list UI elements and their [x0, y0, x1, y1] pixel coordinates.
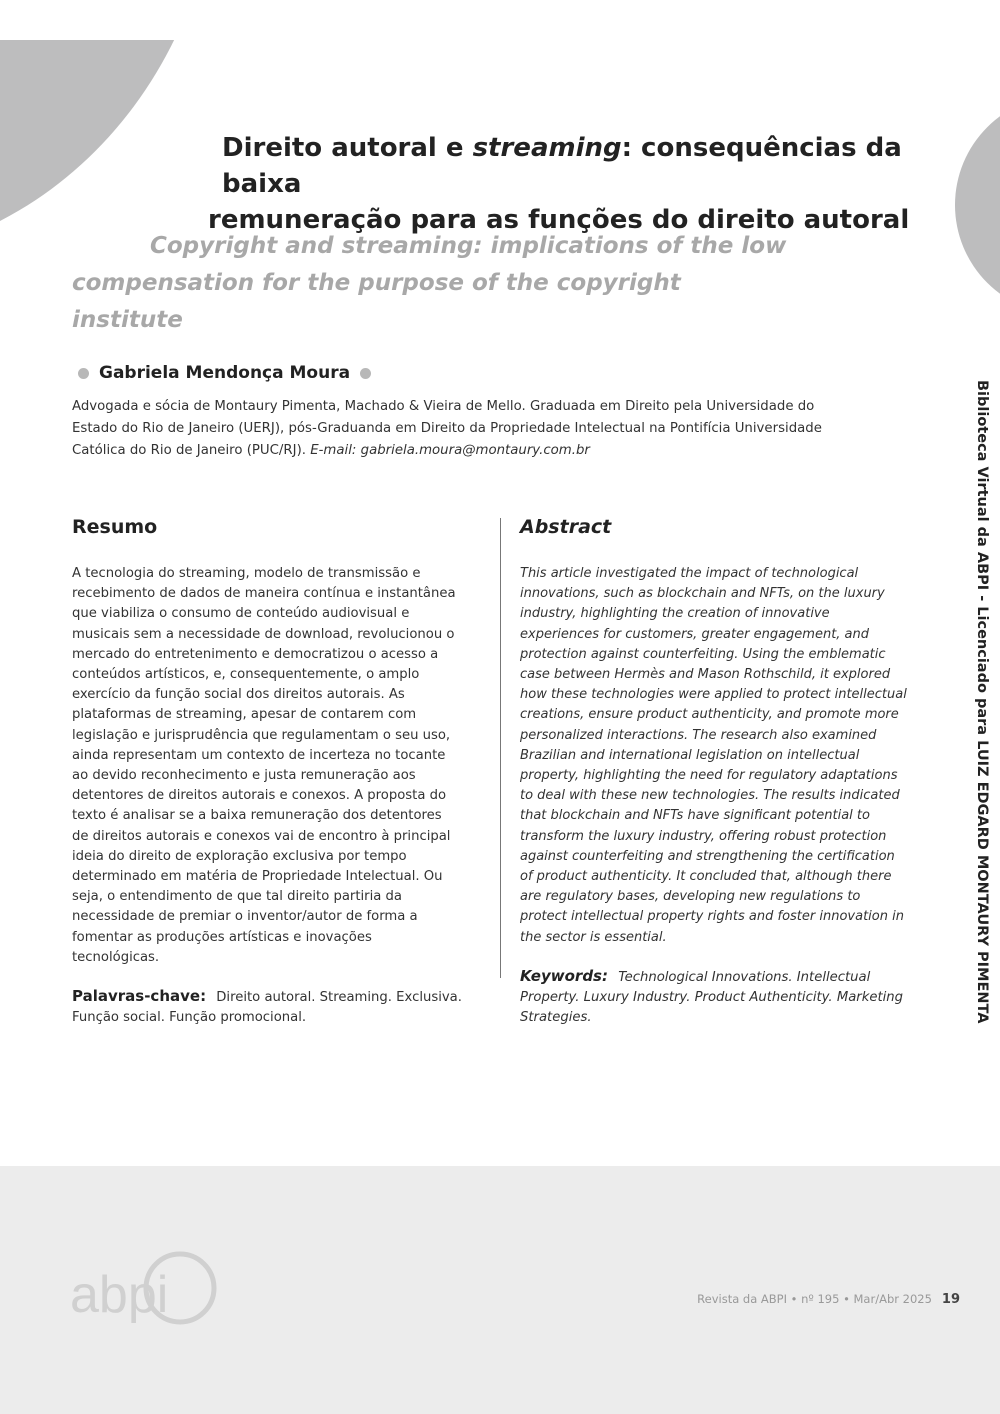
title-line1-after: : consequências da baixa [222, 133, 902, 199]
title-line1-before: Direito autoral e [222, 133, 473, 163]
resumo-keywords [72, 986, 462, 1028]
title-line1-italic: streaming [472, 133, 622, 163]
right-decoration-shape [955, 95, 1000, 315]
journal-info: Revista da ABPI • nº 195 • Mar/Abr 2025 [697, 1292, 932, 1306]
abstract-column [520, 514, 910, 1028]
author-email-label: E-mail: [310, 443, 357, 458]
resumo-keywords-text: Direito autoral. Streaming. Exclusiva. Função social. Função promocional. [72, 990, 462, 1026]
abstract-text: This article investigated the impact of technological innovations, such as blockchain and NFTs, on the luxury industry, highlighting the creation of innovative experiences for customers, greater engagement, and protection against counterfeiting. Using the emblematic case between Hermès and Mason Rothschild, it explored how these technologies were applied to protect intellectual creations, ensure product authenticity, and promote more personalized interactions. The research also examined Brazilian and international legislation on intellectual property, highlighting the need for regulatory adaptations to deal with these new technologies. The results indicated that blockchain and NFTs have significant potential to transform the luxury industry, offering robust protection against counterfeiting and strengthening the certification of product authenticity. It concluded that, although there are regulatory bases, developing new regulations to protect intellectual property rights and foster innovation in the sector is essential. [520, 566, 907, 945]
footer-info [697, 1292, 960, 1307]
bullet-dot-icon [78, 368, 89, 379]
author-bio-text: Advogada e sócia de Montaury Pimenta, Machado & Vieira de Mello. Graduada em Direito pela Universidade do Estado do Rio de Janeiro (UERJ), pós-Graduanda em Direito da Propriedade Intelectual na Pontifícia Universidade Católica do Rio de Janeiro (PUC/RJ). [72, 399, 822, 458]
subtitle-line2: compensation for the purpose of the copyright institute [72, 270, 681, 333]
resumo-text: A tecnologia do streaming, modelo de transmissão e recebimento de dados de maneira contínua e instantânea que viabiliza o consumo de conteúdo audiovisual e musicais sem a necessidade de download, revolucionou o mercado do entretenimento e democratizou o acesso a conteúdos artísticos, e, consequentemente, o amplo exercício da função social dos direitos autorais. As plataformas de streaming, apesar de contarem com legislação e jurisprudência que regulamentam o seu uso, ainda representam um contexto de incerteza no tocante ao devido reconhecimento e justa remuneração aos detentores de direitos autorais e conexos. A proposta do texto é analisar se a baixa remuneração dos detentores de direitos autorais e conexos vai de encontro à principal ideia do direito de exploração exclusiva por tempo determinado em matéria de Propriedade Intelectual. Ou seja, o entendimento de que tal direito partiria da necessidade de premiar o inventor/autor de forma a fomentar as produções artísticas e inovações tecnológicas. [72, 566, 456, 965]
author-bio [72, 396, 862, 462]
author-email[interactable]: gabriela.moura@montaury.com.br [360, 443, 590, 458]
license-side-text: Biblioteca Virtual da ABPI - Licenciado para LUIZ EDGARD MONTAURY PIMENTA [974, 380, 990, 1024]
abstract-keywords [520, 966, 910, 1029]
resumo-column [72, 514, 462, 1028]
abstract-heading: Abstract [520, 516, 612, 538]
abpi-logo-text: abpi [70, 1266, 169, 1324]
resumo-keywords-label: Palavras-chave: [72, 987, 207, 1006]
subtitle-line1: Copyright and streaming: implications of the low [150, 233, 787, 259]
abstract-keywords-label: Keywords: [520, 966, 608, 985]
column-divider [500, 518, 501, 978]
page-number: 19 [941, 1292, 960, 1307]
article-subtitle [72, 228, 792, 339]
abstract-keywords-text: Technological Innovations. Intellectual Property. Luxury Industry. Product Authenticity. Marketing Strategies. [520, 969, 904, 1026]
top-margin [0, 0, 1000, 40]
author-row [78, 362, 371, 384]
resumo-heading: Resumo [72, 516, 158, 538]
author-name: Gabriela Mendonça Moura [99, 363, 351, 383]
bullet-dot-icon [360, 368, 371, 379]
article-title [150, 130, 950, 238]
title-line2: remuneração para as funções do direito autoral [208, 205, 910, 235]
abpi-logo [70, 1250, 230, 1330]
